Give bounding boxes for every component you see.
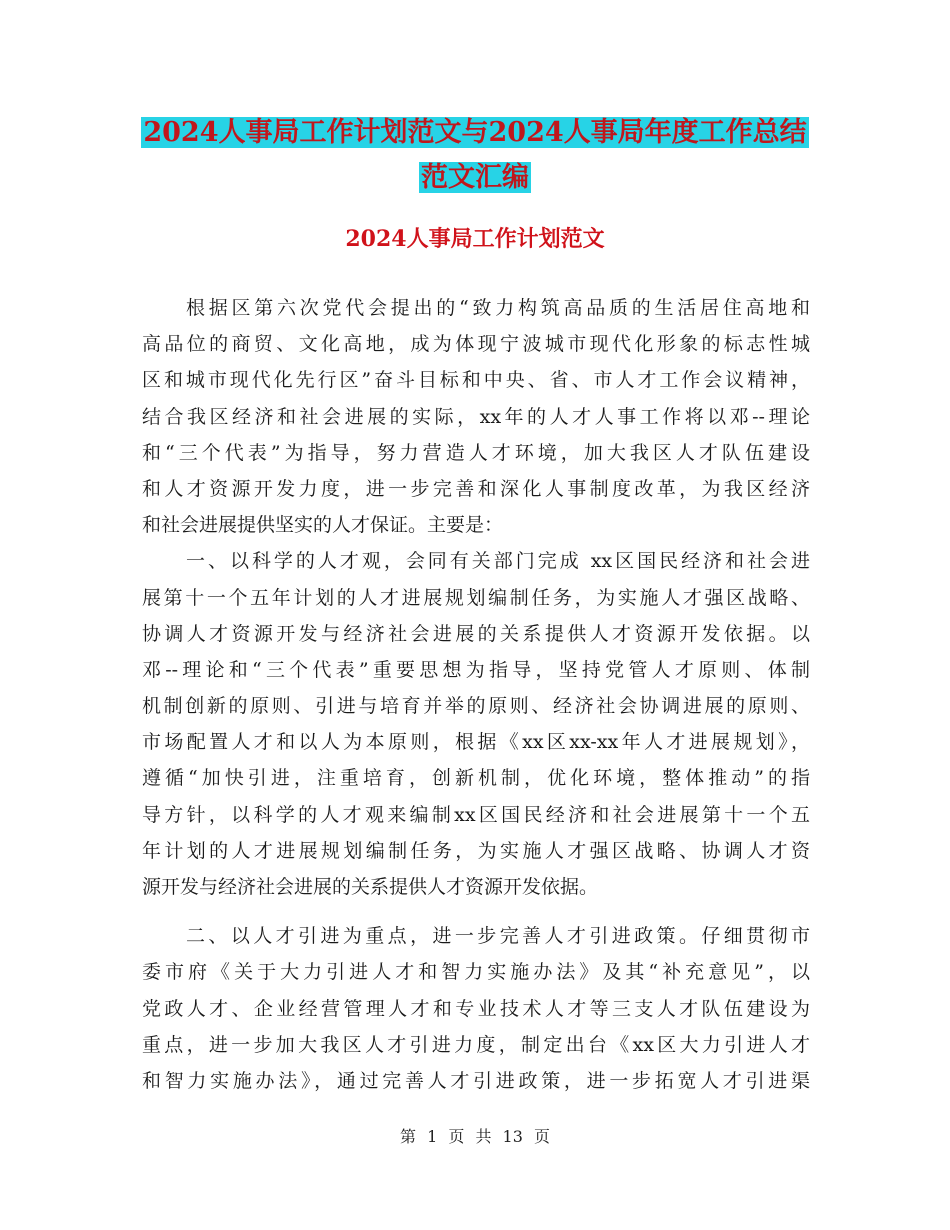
paragraph-line: 邓--理论和“三个代表”重要思想为指导，坚持党管人才原则、体制 <box>142 658 810 681</box>
paragraph-line: 和“三个代表”为指导，努力营造人才环境，加大我区人才队伍建设 <box>142 441 810 464</box>
title-line-1: 2024人事局工作计划范文与2024人事局年度工作总结 <box>143 117 807 148</box>
paragraph-line: 源开发与经济社会进展的关系提供人才资源开发依据。 <box>142 876 599 898</box>
paragraph-line: 机制创新的原则、引进与培育并举的原则、经济社会协调进展的原则、 <box>142 695 810 718</box>
paragraph-line: 重点，进一步加大我区人才引进力度，制定出台《xx区大力引进人才 <box>142 1033 810 1056</box>
paragraph-line: 展第十一个五年计划的人才进展规划编制任务，为实施人才强区战略、 <box>142 586 810 609</box>
paragraph-line: 结合我区经济和社会进展的实际，xx年的人才人事工作将以邓--理论 <box>142 405 810 428</box>
paragraph-line: 市场配置人才和以人为本原则，根据《xx区xx-xx年人才进展规划》， <box>142 731 810 754</box>
page-footer: 第 1 页 共 13 页 <box>400 1127 550 1146</box>
paragraph-line: 二、以人才引进为重点，进一步完善人才引进政策。仔细贯彻市 <box>186 925 810 948</box>
paragraph-line: 一、以科学的人才观，会同有关部门完成 xx区国民经济和社会进 <box>186 550 810 573</box>
document-body <box>142 290 810 1099</box>
paragraph-line: 协调人才资源开发与经济社会进展的关系提供人才资源开发依据。以 <box>142 622 810 645</box>
document-title <box>0 110 950 200</box>
paragraph-line: 导方针，以科学的人才观来编制xx区国民经济和社会进展第十一个五 <box>142 803 810 826</box>
paragraph-line: 区和城市现代化先行区”奋斗目标和中央、省、市人才工作会议精神， <box>142 369 810 392</box>
paragraph-line: 和人才资源开发力度，进一步完善和深化人事制度改革，为我区经济 <box>142 477 810 500</box>
paragraph-line: 遵循“加快引进，注重培育，创新机制，优化环境，整体推动”的指 <box>142 767 810 790</box>
paragraph-line: 委市府《关于大力引进人才和智力实施办法》及其“补充意见”，以 <box>142 961 810 984</box>
paragraph-line: 和智力实施办法》，通过完善人才引进政策，进一步拓宽人才引进渠 <box>142 1069 810 1092</box>
paragraph-line: 和社会进展提供坚实的人才保证。主要是： <box>142 514 504 537</box>
section-title: 2024人事局工作计划范文 <box>345 226 605 252</box>
paragraph <box>142 290 810 543</box>
paragraph-line: 党政人才、企业经营管理人才和专业技术人才等三支人才队伍建设为 <box>142 997 810 1020</box>
paragraph <box>142 918 810 1099</box>
paragraph-line: 根据区第六次党代会提出的“致力构筑高品质的生活居住高地和 <box>186 297 810 319</box>
paragraph-line: 年计划的人才进展规划编制任务，为实施人才强区战略、协调人才资 <box>142 839 810 862</box>
paragraph-line: 高品位的商贸、文化高地，成为体现宁波城市现代化形象的标志性城 <box>142 333 810 356</box>
title-line-2: 范文汇编 <box>421 162 529 193</box>
paragraph <box>142 543 810 905</box>
paragraph-gap <box>142 905 810 918</box>
